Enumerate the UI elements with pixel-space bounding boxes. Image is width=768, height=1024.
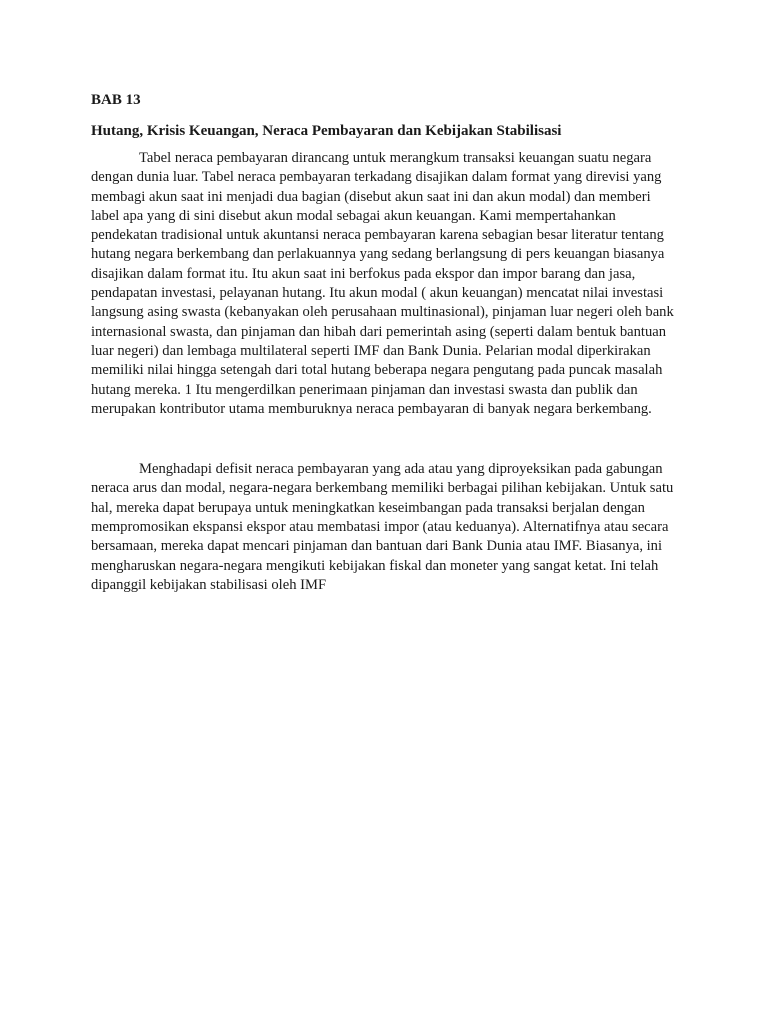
paragraph-2: Menghadapi defisit neraca pembayaran yang ada atau yang diproyeksikan pada gabungan neraca arus dan modal, negara-negara berkembang memiliki berbagai pilihan kebijakan. Untuk satu hal, mereka dapat berupaya untuk meningkatkan keseimbangan pada transaksi berjalan dengan mempromosikan ekspansi ekspor atau membatasi impor (atau keduanya). Alternatifnya atau secara bersamaan, mereka dapat mencari pinjaman dan bantuan dari Bank Dunia atau IMF. Biasanya, ini mengharuskan negara-negara mengikuti kebijakan fiskal dan moneter yang sangat ketat. Ini telah dipanggil kebijakan stabilisasi oleh IMF xyxy=(91,461,674,593)
chapter-title: Hutang, Krisis Keuangan, Neraca Pembayaran dan Kebijakan Stabilisasi xyxy=(91,123,562,139)
paragraph-1: Tabel neraca pembayaran dirancang untuk merangkum transaksi keuangan suatu negara dengan dunia luar. Tabel neraca pembayaran terkadang disajikan dalam format yang direvisi yang membagi akun saat ini menjadi dua bagian (disebut akun saat ini dan akun modal) dan memberi label apa yang di sini disebut akun modal sebagai akun keuangan. Kami mempertahankan pendekatan tradisional untuk akuntansi neraca pembayaran karena sebagian besar literatur tentang hutang negara berkembang dan perlakuannya yang sedang berlangsung di pers keuangan biasanya disajikan dalam format itu. Itu akun saat ini berfokus pada ekspor dan impor barang dan jasa, pendapatan investasi, pelayanan hutang. Itu akun modal ( akun keuangan) mencatat nilai investasi langsung asing swasta (kebanyakan oleh perusahaan multinasional), pinjaman luar negeri oleh bank internasional swasta, dan pinjaman dan hibah dari pemerintah asing (seperti dalam bentuk bantuan luar negeri) dan lembaga multilateral seperti IMF dan Bank Dunia. Pelarian modal diperkirakan memiliki nilai hingga setengah dari total hutang beberapa negara pengutang pada puncak masalah hutang mereka. 1 Itu mengerdilkan penerimaan pinjaman dan investasi swasta dan publik dan merupakan kontributor utama memburuknya neraca pembayaran di banyak negara berkembang. xyxy=(91,150,674,417)
document-body xyxy=(91,90,681,595)
chapter-heading: BAB 13 xyxy=(91,92,141,108)
